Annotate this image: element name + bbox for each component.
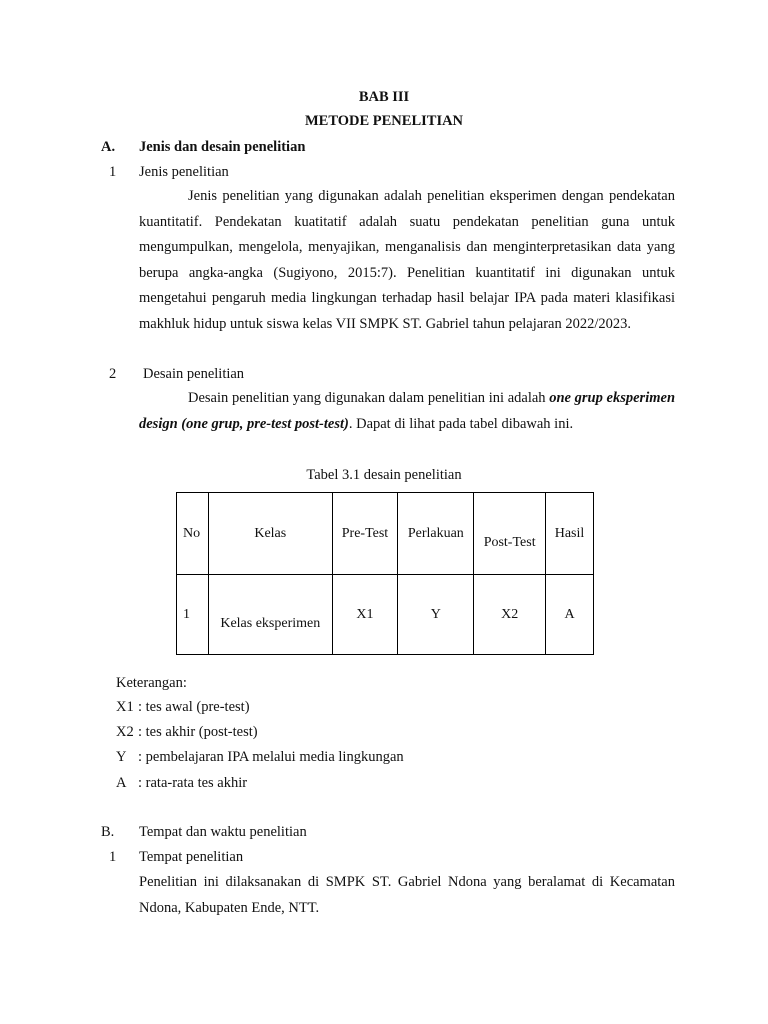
legend-key: Y — [116, 749, 127, 765]
table-row — [177, 575, 594, 655]
table-header-row — [177, 493, 594, 575]
paragraph-jenis-penelitian — [139, 184, 675, 337]
paragraph-desain-emphasis: one grup eksperimen design (one grup, pre-test post-test) — [139, 390, 676, 432]
table-cell: Y — [398, 575, 474, 655]
legend-key: X1 — [116, 699, 134, 715]
section-b-title: Tempat dan waktu penelitian — [139, 824, 307, 840]
table-header-cell: Kelas — [208, 493, 332, 575]
section-b-subsection-1-title: Tempat penelitian — [139, 849, 244, 865]
legend-desc: : tes akhir (post-test) — [138, 724, 258, 740]
legend-desc: : tes awal (pre-test) — [138, 699, 250, 715]
table-header-cell: Pre-Test — [332, 493, 398, 575]
section-b-marker: B. — [101, 824, 115, 840]
paragraph-desain-text-after: . Dapat di lihat pada tabel dibawah ini. — [348, 415, 574, 432]
table-header-cell: Perlakuan — [398, 493, 474, 575]
paragraph-jenis-text: Jenis penelitian yang digunakan adalah penelitian eksperimen dengan pendekatan kuantitatif. Pendekatan kuatitatif adalah suatu pendekatan penelitian guna untuk mengumpulkan, mengelola, menyajikan, menganalisis dan menginterpretasikan data yang berupa angka-angka (Sugiyono, 2015:7). Penelitian kuantitatif ini digunakan untuk mengetahui pengaruh media lingkungan terhadap hasil belajar IPA pada materi klasifikasi makhluk hidup untuk siswa kelas VII SMPK ST. Gabriel tahun pelajaran 2022/2023. — [139, 188, 675, 332]
legend-desc: : pembelajaran IPA melalui media lingkungan — [138, 749, 404, 765]
paragraph-desain-text-before: Desain penelitian yang digunakan dalam penelitian ini adalah — [188, 390, 550, 406]
table-header-cell: Hasil — [546, 493, 594, 575]
table-cell: 1 — [177, 575, 209, 655]
table-cell: X1 — [332, 575, 398, 655]
chapter-title: METODE PENELITIAN — [304, 113, 464, 129]
design-table — [176, 492, 594, 655]
paragraph-tempat-penelitian: Penelitian ini dilaksanakan di SMPK ST. Gabriel Ndona yang beralamat di Kecamatan Ndona, Kabupaten Ende, NTT. — [139, 874, 675, 916]
subsection-1-number: 1 — [109, 164, 117, 180]
chapter-number: BAB III — [358, 89, 410, 105]
table-cell: X2 — [474, 575, 546, 655]
table-header-cell: Post-Test — [474, 493, 546, 575]
keterangan-title: Keterangan: — [116, 675, 187, 691]
paragraph-desain-penelitian — [139, 386, 675, 437]
legend-key: X2 — [116, 724, 134, 740]
subsection-2-title: Desain penelitian — [143, 366, 245, 382]
table-caption: Tabel 3.1 desain penelitian — [306, 467, 462, 483]
table-cell: Kelas eksperimen — [208, 575, 332, 655]
section-a-marker: A. — [101, 139, 116, 155]
table-header-cell: No — [177, 493, 209, 575]
section-b-subsection-1-number: 1 — [109, 849, 117, 865]
legend-key: A — [116, 775, 127, 791]
table-cell: A — [546, 575, 594, 655]
subsection-2-number: 2 — [109, 366, 117, 382]
legend-desc: : rata-rata tes akhir — [138, 775, 248, 791]
section-a-title: Jenis dan desain penelitian — [139, 139, 306, 155]
subsection-1-title: Jenis penelitian — [139, 164, 229, 180]
